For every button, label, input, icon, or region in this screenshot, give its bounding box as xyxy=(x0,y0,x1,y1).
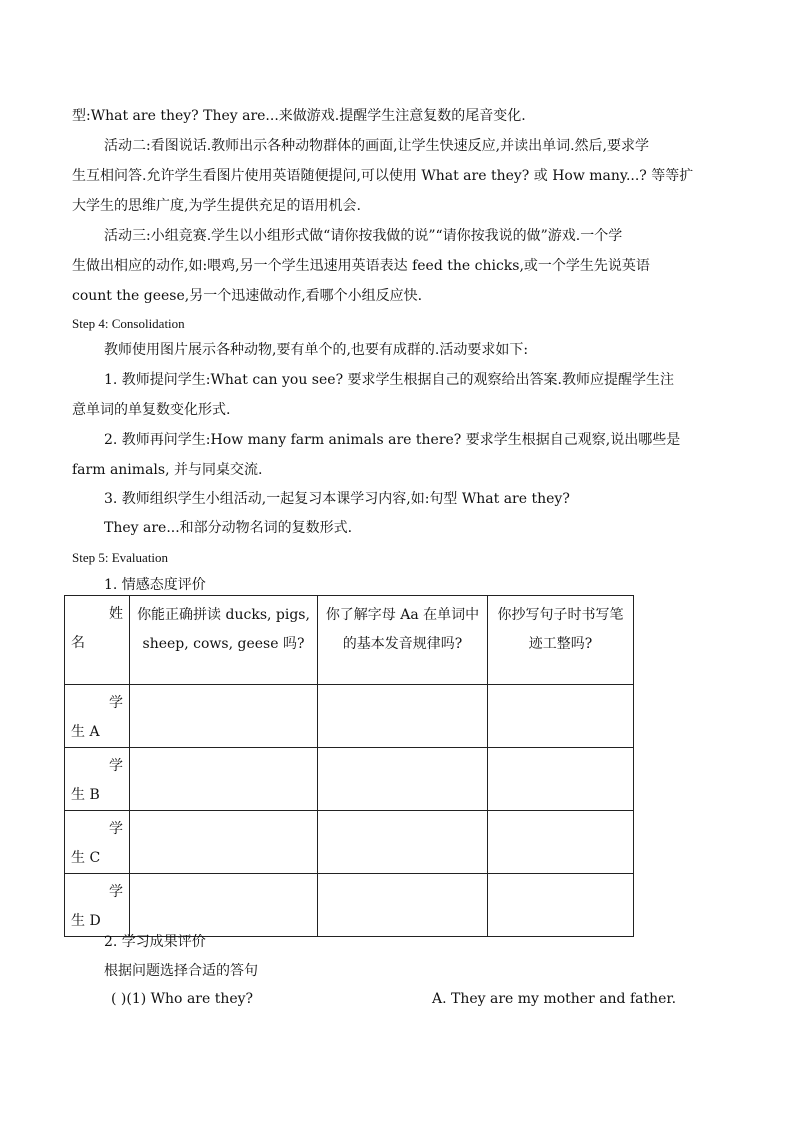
step-heading-4: Step 4: Consolidation xyxy=(72,316,185,331)
table-cell xyxy=(488,748,634,811)
table-cell xyxy=(318,874,488,937)
student-name-cell: 学 生 C xyxy=(65,811,130,874)
table-cell xyxy=(318,748,488,811)
table-cell xyxy=(130,874,318,937)
text-line-10: 意单词的单复数变化形式. xyxy=(72,402,231,418)
student-name-cell: 学 生 D xyxy=(65,874,130,937)
table-cell xyxy=(488,811,634,874)
table-row xyxy=(65,685,634,748)
instruction-line: 根据问题选择合适的答句 xyxy=(104,963,258,979)
text-line-3: 生互相问答.允许学生看图片使用英语随便提问,可以使用 What are they? 或 How many...? 等等扩 xyxy=(72,168,694,184)
name-header-cell xyxy=(65,596,130,685)
text-line-11: 2. 教师再问学生:How many farm animals are there? 要求学生根据自己观察,说出哪些是 xyxy=(104,432,681,448)
achievement-subheading: 2. 学习成果评价 xyxy=(104,934,206,950)
student-name-cell: 学 生 A xyxy=(65,685,130,748)
text-line-5: 活动三:小组竞赛.学生以小组形式做“请你按我做的说”“请你按我说的做”游戏.一个学 xyxy=(104,228,623,244)
student-name-cell: 学 生 B xyxy=(65,748,130,811)
table-cell xyxy=(488,685,634,748)
table-cell xyxy=(130,811,318,874)
table-cell xyxy=(318,811,488,874)
step-heading-5: Step 5: Evaluation xyxy=(72,550,169,565)
text-line-9: 1. 教师提问学生:What can you see? 要求学生根据自己的观察给出答案.教师应提醒学生注 xyxy=(104,372,674,388)
text-line-1: 型:What are they? They are...来做游戏.提醒学生注意复数的尾音变化. xyxy=(72,108,526,124)
text-line-7: count the geese,另一个迅速做动作,看哪个小组反应快. xyxy=(72,288,423,304)
evaluation-table xyxy=(64,595,634,937)
table-cell xyxy=(488,874,634,937)
table-cell xyxy=(318,685,488,748)
header-cell-spelling: 你能正确拼读 ducks, pigs, sheep, cows, geese 吗? xyxy=(130,596,318,685)
table-cell xyxy=(130,685,318,748)
table-header-row xyxy=(65,596,634,685)
header-cell-handwriting: 你抄写句子时书写笔迹工整吗? xyxy=(488,596,634,685)
text-line-12: farm animals, 并与同桌交流. xyxy=(72,462,263,478)
table-row xyxy=(65,811,634,874)
header-cell-pronunciation: 你了解字母 Aa 在单词中的基本发音规律吗? xyxy=(318,596,488,685)
text-line-4: 大学生的思维广度,为学生提供充足的语用机会. xyxy=(72,198,361,214)
question-line: ( )(1) Who are they? xyxy=(111,991,254,1007)
name-header-top: 姓 xyxy=(109,606,123,622)
evaluation-subheading: 1. 情感态度评价 xyxy=(104,577,206,593)
table-row xyxy=(65,748,634,811)
text-line-6: 生做出相应的动作,如:喂鸡,另一个学生迅速用英语表达 feed the chicks,或一个学生先说英语 xyxy=(72,258,650,274)
text-line-14: They are...和部分动物名词的复数形式. xyxy=(104,520,353,536)
table-row xyxy=(65,874,634,937)
text-line-2: 活动二:看图说话.教师出示各种动物群体的画面,让学生快速反应,并读出单词.然后,要求学 xyxy=(104,138,649,154)
text-line-8: 教师使用图片展示各种动物,要有单个的,也要有成群的.活动要求如下: xyxy=(104,342,529,358)
table-cell xyxy=(130,748,318,811)
answer-line: A. They are my mother and father. xyxy=(432,991,677,1007)
text-line-13: 3. 教师组织学生小组活动,一起复习本课学习内容,如:句型 What are they? xyxy=(104,491,570,507)
name-header-bottom: 名 xyxy=(71,635,85,651)
